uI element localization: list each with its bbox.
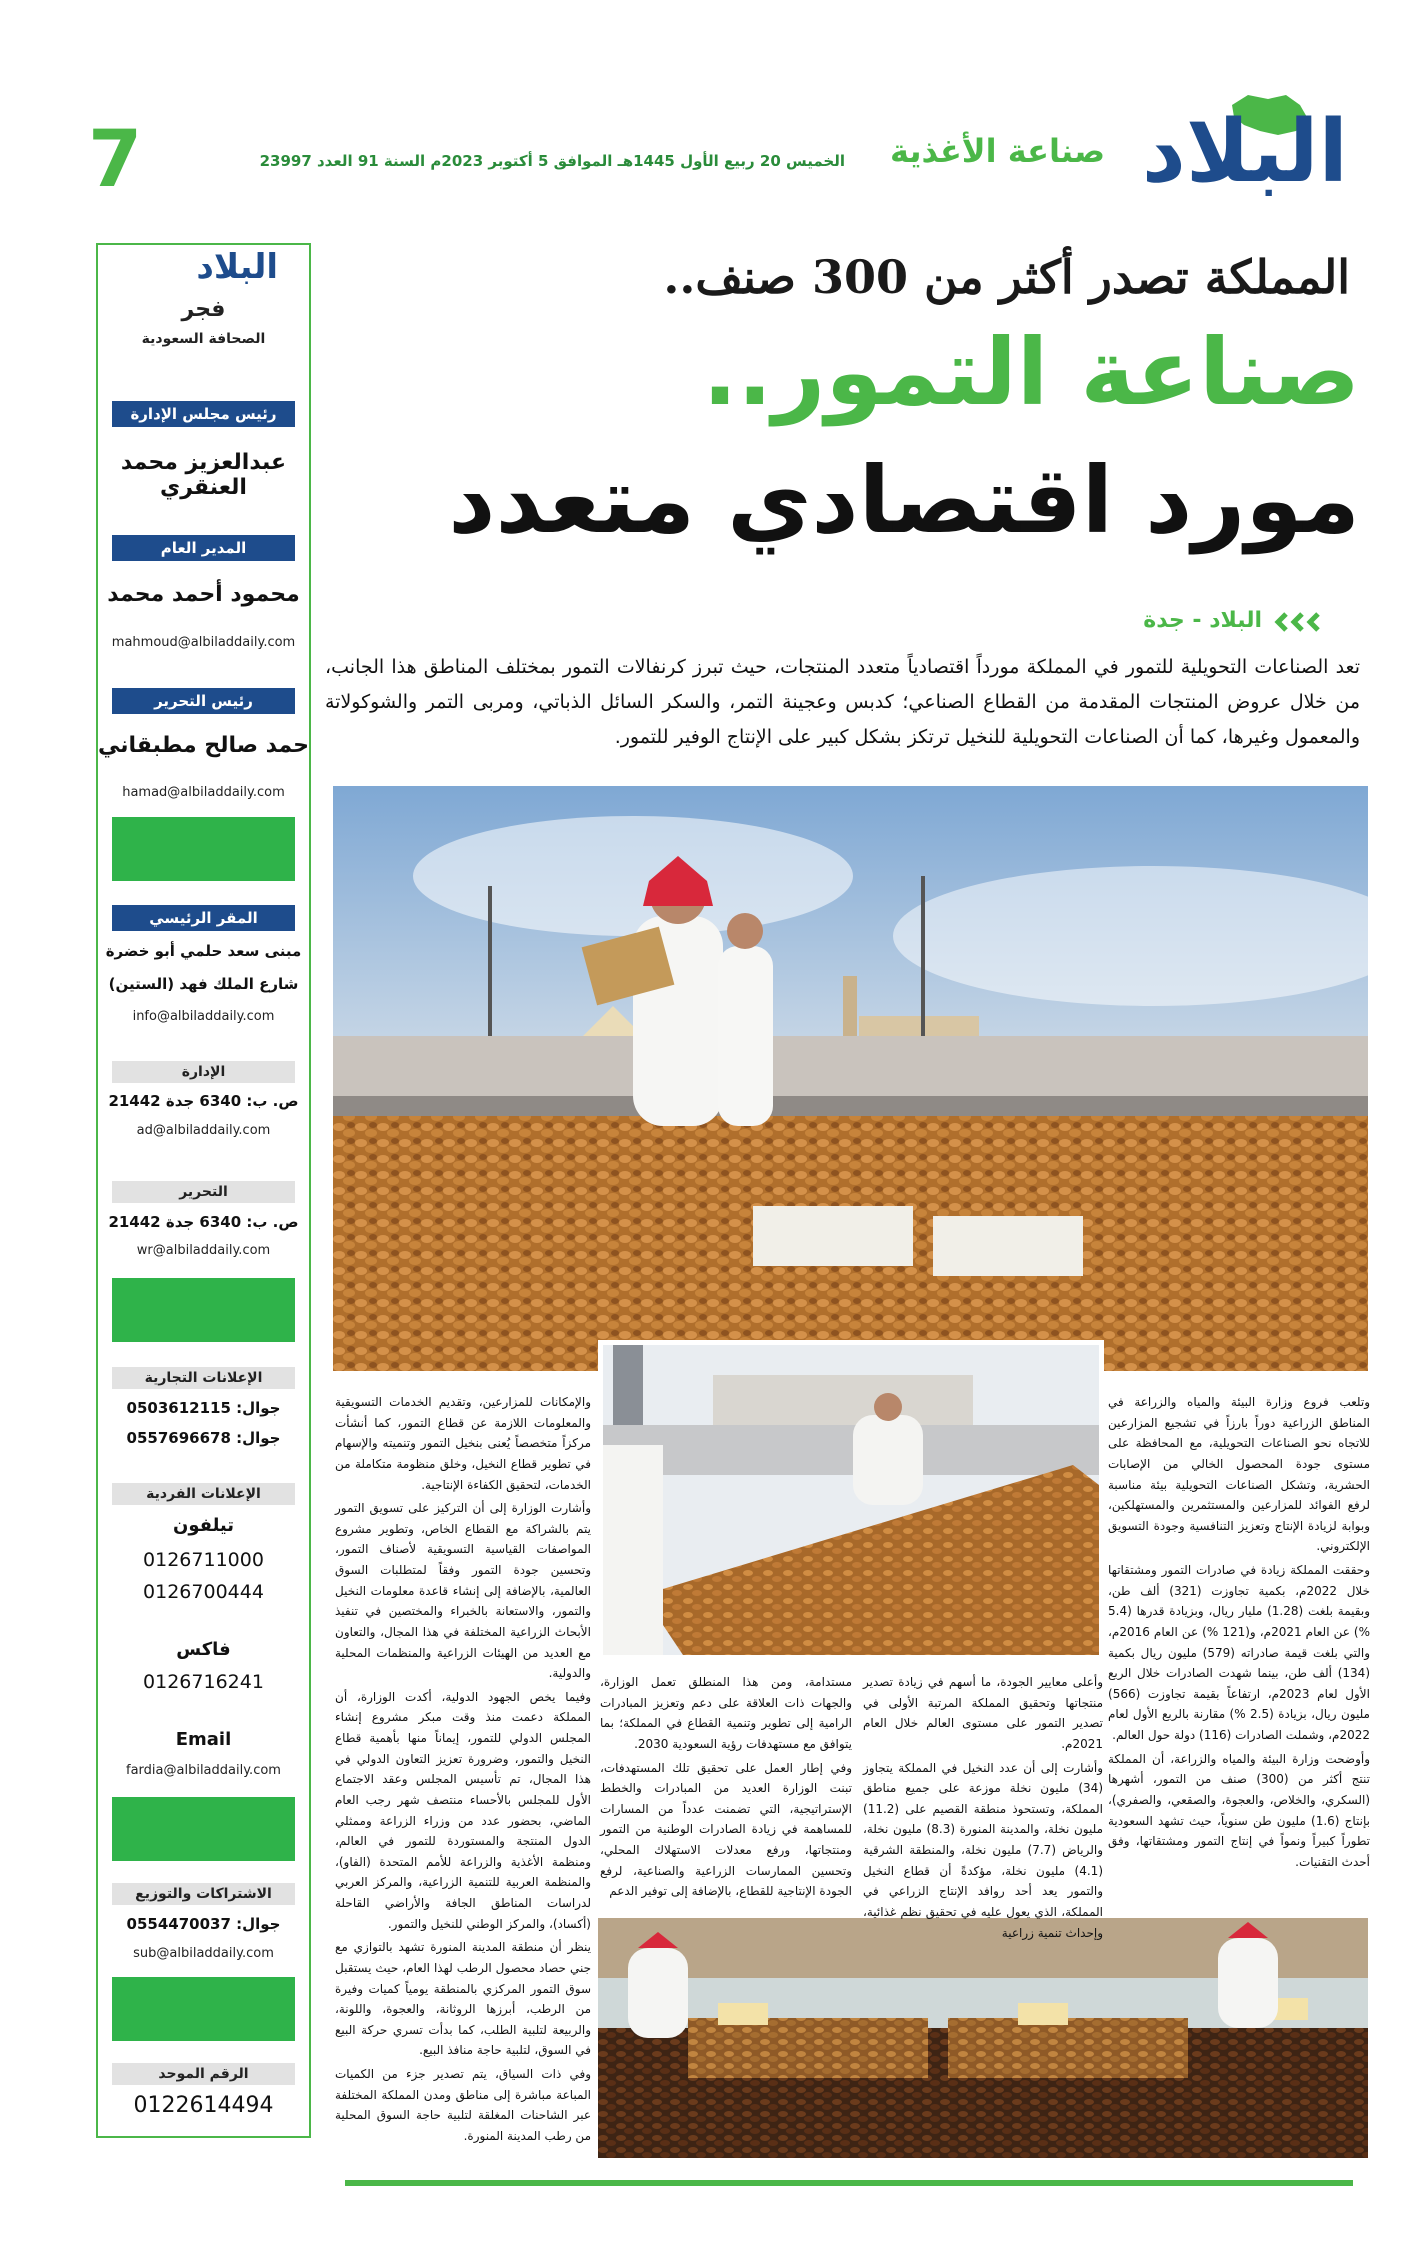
general-manager-name: محمود أحمد محمد xyxy=(107,582,300,607)
phone-number-2: 0126700444 xyxy=(143,1581,264,1603)
sidebar-logo[interactable] xyxy=(138,247,278,290)
editor-in-chief-email[interactable]: hamad@albiladdaily.com xyxy=(122,785,285,800)
headline-main-black: مورد اقتصادي متعدد xyxy=(448,447,1360,554)
col2-paragraph-4: ينظر أن منطقة المدينة المنورة تشهد بالتوازي مع جني حصاد محصول الرطب لهذا العام، حيث يستقبل سوق التمور المركزي بالمنطقة يومياً كميات وفيرة من الرطب، أبرزها الروثانة، والعجوة، واللونة، والربيعة لتلبية الطلب، كما بدأت تسري حركة البيع في السوق، لتلبية حاجة منافذ البيع. xyxy=(335,1940,591,2058)
unified-number: 0122614494 xyxy=(133,2093,274,2118)
fax-label: فاكس xyxy=(176,1639,231,1660)
subscriptions-label: الاشتراكات والتوزيع xyxy=(112,1883,295,1905)
commercial-ads-label: الإعلانات التجارية xyxy=(112,1367,295,1389)
col2-paragraph-5: وفي ذات السياق، يتم تصدير جزء من الكميات المباعة مباشرة إلى مناطق ومدن المملكة المختلفة عبر الشاحنات المغلقة لتلبية حاجة السوق المحلية من رطب المدينة المنورة. xyxy=(335,2067,591,2143)
headquarters-line-2: شارع الملك فهد (الستين) xyxy=(108,975,299,993)
unified-number-label: الرقم الموحد xyxy=(112,2063,295,2085)
individual-ads-label: الإعلانات الفردية xyxy=(112,1483,295,1505)
fax-number: 0126716241 xyxy=(143,1671,264,1693)
article-column-2 xyxy=(335,1392,591,2162)
lead-paragraph: تعد الصناعات التحويلية للتمور في المملكة مورداً اقتصادياً متعدد المنتجات، حيث تبرز كرنفالات التمور بمختلف المناطق هذا الجانب، من خلال عروض المنتجات المقدمة من القطاع الصناعي؛ كدبس وعجينة التمر، والسكر السائل الذباتي، ومربى التمر والشوكولاتة والمعمول وغيرها، كما أن الصناعات التحويلية للنخيل ترتكز بشكل كبير على الإنتاج الوفير للتمور. xyxy=(325,656,1360,749)
col1-paragraph-2: وحققت المملكة زيادة في صادرات التمور ومشتقاتها خلال 2022م، بكمية تجاوزت (321) ألف طن، وبقيمة بلغت (1.28) مليار ريال، وبزيادة قدرها (5.4 %) عن العام 2021م، و(121 %) عن العام 2016م، والتي بلغت قيمة صادراته (579) مليون ريال بكمية (134) ألف طن، بينما شهدت الصادرات خلال الربع الأول لعام 2023م، ارتفاعاً بقيمة تجاوزت (566) مليون ريال، بزيادة (2.5 %) مقارنة بالربع الأول لعام 2022م، وشملت الصادرات (116) دولة حول العالم. xyxy=(1108,1563,1371,1742)
editor-in-chief-name: حمد صالح مطبقاني xyxy=(98,733,309,758)
byline: البلاد - جدة xyxy=(1143,608,1262,633)
col4-paragraph-2: وفي إطار العمل على تحقيق تلك المستهدفات، تبنت الوزارة العديد من المبادرات والخطط الإستراتيجية، التي تضمنت عدداً من المسارات للمساهمة في زيادة الصادرات الوطنية من التمور ومنتجاتها، ورفع معدلات الاستهلاك المحلي، وتحسين الممارسات الزراعية والصناعية، لرفع الجودة الإنتاجية للقطاع، بالإضافة إلى توفير الدعم xyxy=(600,1760,852,1899)
ads-email[interactable]: fardia@albiladdaily.com xyxy=(126,1763,281,1778)
subscriptions-mobile: جوال: 0554470037 xyxy=(126,1915,281,1933)
editorial-label: التحرير xyxy=(112,1181,295,1203)
col1-paragraph-1: وتلعب فروع وزارة البيئة والمياه والزراعة في المناطق الزراعية دوراً بارزاً في تشجيع المزارعين للاتجاه نحو الصناعات التحويلية، مع المحافظة على مستوى جودة المحصول الخالي من الإصابات الحشرية، وتشكل الصناعات التحويلية بيئة مناسبة لرفع الفوائد للمزارعين والمستثمرين والمستهلكين، وبوابة لزيادة الإنتاج وتعزيز التنافسية وجودة التسويق الإلكتروني. xyxy=(1108,1395,1370,1554)
editorial-email[interactable]: wr@albiladdaily.com xyxy=(136,1243,271,1258)
email-label: Email xyxy=(175,1729,232,1750)
fajr-subtitle: الصحافة السعودية xyxy=(141,331,266,347)
chevron-arrows-icon xyxy=(1278,612,1358,632)
bottom-rule xyxy=(345,2180,1353,2186)
article-column-1 xyxy=(1108,1392,1370,1912)
imprint-sidebar xyxy=(96,243,311,2138)
fajr-label: فجر xyxy=(181,297,226,322)
dateline: الخميس 20 ربيع الأول 1445هـ الموافق 5 أكتوبر 2023م السنة 91 العدد 23997 xyxy=(259,152,845,170)
commercial-mobile-1: جوال: 0503612115 xyxy=(126,1399,281,1417)
article-column-3 xyxy=(863,1672,1104,1940)
sidebar-logo-text: البلاد xyxy=(196,247,278,287)
newspaper-logo[interactable] xyxy=(1120,85,1360,235)
ad-block-1 xyxy=(112,817,295,881)
headquarters-email[interactable]: info@albiladdaily.com xyxy=(132,1009,275,1024)
chairman-name: عبدالعزيز محمد العنقري xyxy=(120,450,287,500)
headline-kicker: المملكة تصدر أكثر من 300 صنف.. xyxy=(663,250,1350,304)
col3-paragraph-2: وأشارت إلى أن عدد النخيل في المملكة يتجاوز (34) مليون نخلة موزعة على جميع مناطق المملكة، وتستحوذ منطقة القصيم على (11.2) مليون نخلة، والمدينة المنورة (8.3) مليون نخلة، والرياض (7.7) مليون نخلة، والمنطقة الشرقية (4.1) مليون نخلة، مؤكدةً أن قطاع النخيل والتمور يعد أحد روافد الإنتاج الزراعي في المملكة، الذي يعول عليه في تحقيق نظم غذائية، وإحداث تنمية زراعية xyxy=(863,1760,1104,1940)
col1-paragraph-3: وأوضحت وزارة البيئة والمياه والزراعة، أن المملكة تنتج أكثر من (300) صنف من التمور، أشهرها (السكري، والخلاص، والعجوة، والصقعي، والصفري)، بإنتاج (1.6) مليون طن سنوياً، حيث تشهد السعودية تطوراً كبيراً ونمواً في إنتاج التمور ومشتقاتها، وفق أحدث التقنيات. xyxy=(1108,1751,1370,1869)
general-manager-label: المدير العام xyxy=(112,535,295,561)
editorial-pobox: ص. ب: 6340 جدة 21442 xyxy=(108,1213,299,1231)
section-title: صناعة الأغذية xyxy=(890,132,1105,170)
administration-email[interactable]: ad@albiladdaily.com xyxy=(136,1123,271,1138)
headquarters-label: المقر الرئيسي xyxy=(112,905,295,931)
phone-label: تيلفون xyxy=(172,1515,235,1536)
logo-text: البلاد xyxy=(1141,102,1348,202)
col4-paragraph-1: مستدامة، ومن هذا المنطلق تعمل الوزارة، والجهات ذات العلاقة على دعم وتعزيز المبادرات الرامية إلى تطوير وتنمية القطاع في المملكة؛ بما يتوافق مع مستهدفات رؤية السعودية 2030. xyxy=(600,1675,852,1751)
inset-photo-dates-market xyxy=(598,1340,1104,1660)
bottom-photo-dates-stall xyxy=(598,1918,1368,2158)
phone-number-1: 0126711000 xyxy=(143,1549,264,1571)
ad-block-2 xyxy=(112,1278,295,1342)
page-number: 7 xyxy=(88,115,143,205)
administration-pobox: ص. ب: 6340 جدة 21442 xyxy=(108,1092,299,1110)
col2-paragraph-1: والإمكانات للمزارعين، وتقديم الخدمات التسويقية والمعلومات اللازمة عن قطاع التمور، كما أنشأت مركزاً متخصصاً يُعنى بنخيل التمور وتنميته والإسهام في تطوير قطاع النخيل، وخلق منظومة متكاملة من الخدمات، لتحقيق الكفاءة الإنتاجية. xyxy=(335,1395,591,1492)
administration-label: الإدارة xyxy=(112,1061,295,1083)
col2-paragraph-3: وفيما يخص الجهود الدولية، أكدت الوزارة، أن المملكة دعمت منذ وقت مبكر مشروع إنشاء المجلس الدولي للتمور، إيماناً منها بأهمية قطاع النخيل والتمور، وضرورة تعزيز التعاون الدولي في هذا المجال، تم تأسيس المجلس وعقد الاجتماع الأول للمجلس بالأحساء منتصف شهر رجب العام الماضي، بحضور عدد من وزراء الزراعة وممثلي الدول المنتجة والمستوردة للتمور في العالم، ومنظمة الأغذية والزراعة للأمم المتحدة (الفاو)، والمنظمة العربية للتنمية الزراعية، والمركز العربي لدراسات المناطق الجافة والأراضي القاحلة (أكساد)، والمركز الوطني للنخيل والتمور. xyxy=(335,1689,591,1931)
ad-block-4 xyxy=(112,1977,295,2041)
ad-block-3 xyxy=(112,1797,295,1861)
headquarters-line-1: مبنى سعد حلمي أبو خضرة xyxy=(105,942,302,960)
main-photo-dates-festival xyxy=(333,786,1368,1371)
subscriptions-email[interactable]: sub@albiladdaily.com xyxy=(133,1946,274,1961)
chairman-label: رئيس مجلس الإدارة xyxy=(112,401,295,427)
article-column-4 xyxy=(600,1672,852,1912)
commercial-mobile-2: جوال: 0557696678 xyxy=(126,1429,281,1447)
headline-main-green: صناعة التمور.. xyxy=(702,319,1360,426)
col2-paragraph-2: وأشارت الوزارة إلى أن التركيز على تسويق التمور يتم بالشراكة مع القطاع الخاص، وتطوير مشروع المواصفات القياسية التسويقية لأصناف التمور، وتحسين جودة التمور وفقاً لمتطلبات السوق العالمية، بالإضافة إلى إنشاء قاعدة معلومات النخيل والتمور، والاستعانة بالخبراء والمختصين في تنفيذ الأبحاث الزراعية المختلفة في هذا المجال، والتعاون مع العديد من الهيئات الزراعية والمنظمات المحلية والدولية. xyxy=(335,1501,591,1681)
col3-paragraph-1: وأعلى معايير الجودة، ما أسهم في زيادة تصدير منتجاتها وتحقيق المملكة المرتبة الأولى في تصدير التمور على مستوى العالم خلال العام 2021م. xyxy=(863,1675,1103,1751)
general-manager-email[interactable]: mahmoud@albiladdaily.com xyxy=(111,635,296,650)
editor-in-chief-label: رئيس التحرير xyxy=(112,688,295,714)
